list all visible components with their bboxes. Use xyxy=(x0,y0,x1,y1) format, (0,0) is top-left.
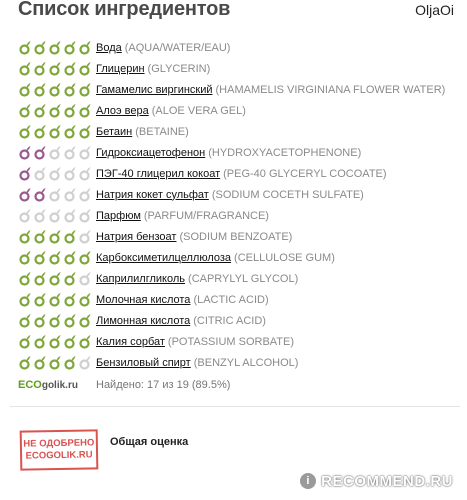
ingredient-row xyxy=(18,205,463,226)
drop-filled-icon xyxy=(63,313,76,328)
drop-filled-icon xyxy=(78,334,91,349)
drop-filled-icon xyxy=(78,61,91,76)
ingredient-text xyxy=(96,189,364,201)
divider xyxy=(10,406,460,407)
ingredient-text xyxy=(96,84,445,96)
drop-filled-icon xyxy=(33,61,46,76)
ingredient-row xyxy=(18,142,463,163)
drop-filled-icon xyxy=(48,82,61,97)
ingredient-text xyxy=(96,294,269,306)
drop-filled-icon xyxy=(48,229,61,244)
drop-filled-icon xyxy=(63,82,76,97)
ingredient-name-link[interactable]: Глицерин xyxy=(96,62,145,75)
ingredient-text xyxy=(96,336,294,348)
drop-filled-icon xyxy=(63,61,76,76)
drop-filled-icon xyxy=(48,61,61,76)
ingredient-inci: (GLYCERIN) xyxy=(147,62,211,75)
ingredient-row xyxy=(18,121,463,142)
drop-filled-icon xyxy=(48,334,61,349)
ingredient-row xyxy=(18,58,463,79)
ingredient-name-link[interactable]: Бензиловый спирт xyxy=(96,356,191,369)
safety-rating xyxy=(18,208,96,223)
ingredient-text xyxy=(96,126,189,138)
ingredient-name-link[interactable]: Карбоксиметилцеллюлоза xyxy=(96,251,232,264)
drop-filled-icon xyxy=(78,40,91,55)
drop-filled-icon xyxy=(48,250,61,265)
ingredient-name-link[interactable]: Парфюм xyxy=(96,209,141,222)
logo-golik-text: golik.ru xyxy=(41,379,78,391)
ingredient-inci: (SODIUM COCETH SULFATE) xyxy=(211,188,364,201)
safety-rating xyxy=(18,355,96,370)
ingredient-row xyxy=(18,289,463,310)
drop-filled-icon xyxy=(18,40,31,55)
drop-filled-icon xyxy=(18,355,31,370)
drop-empty-icon xyxy=(63,208,76,223)
drop-filled-icon xyxy=(78,292,91,307)
drop-filled-icon xyxy=(33,313,46,328)
drop-filled-icon xyxy=(63,229,76,244)
drop-filled-icon xyxy=(18,292,31,307)
drop-empty-icon xyxy=(78,145,91,160)
ingredient-row xyxy=(18,79,463,100)
drop-filled-icon xyxy=(33,271,46,286)
safety-rating xyxy=(18,145,96,160)
drop-empty-icon xyxy=(78,208,91,223)
overall-rating-label: Общая оценка xyxy=(110,436,189,448)
drop-filled-icon xyxy=(33,250,46,265)
drop-filled-icon xyxy=(18,250,31,265)
ingredient-text xyxy=(96,42,230,54)
drop-filled-icon xyxy=(78,124,91,139)
drop-filled-icon xyxy=(63,271,76,286)
drop-empty-icon xyxy=(48,145,61,160)
ingredient-name-link[interactable]: Натрия бензоат xyxy=(96,230,177,243)
ingredient-text xyxy=(96,168,387,180)
ingredient-row xyxy=(18,184,463,205)
ingredient-inci: (PEG-40 GLYCERYL COCOATE) xyxy=(223,167,387,180)
drop-filled-icon xyxy=(18,61,31,76)
safety-rating xyxy=(18,40,96,55)
drop-filled-icon xyxy=(63,355,76,370)
ingredient-name-link[interactable]: Алоэ вера xyxy=(96,104,149,117)
drop-filled-icon xyxy=(18,124,31,139)
ingredient-row xyxy=(18,352,463,373)
drop-filled-icon xyxy=(63,334,76,349)
ingredient-name-link[interactable]: Гамамелис виргинский xyxy=(96,83,213,96)
ingredient-inci: (ALOE VERA GEL) xyxy=(151,104,246,117)
page-title: Список ингредиентов xyxy=(18,0,231,20)
drop-filled-icon xyxy=(33,103,46,118)
ingredient-text xyxy=(96,231,292,243)
drop-filled-icon xyxy=(33,292,46,307)
ingredient-name-link[interactable]: Лимонная кислота xyxy=(96,314,191,327)
found-count: Найдено: 17 из 19 (89.5%) xyxy=(96,379,231,391)
safety-rating xyxy=(18,313,96,328)
drop-filled-icon xyxy=(33,82,46,97)
drop-filled-icon xyxy=(63,250,76,265)
drop-empty-icon xyxy=(78,271,91,286)
ingredient-name-link[interactable]: Бетаин xyxy=(96,125,133,138)
safety-rating xyxy=(18,292,96,307)
found-summary xyxy=(18,374,438,396)
ingredient-inci: (AQUA/WATER/EAU) xyxy=(124,41,231,54)
drop-filled-icon xyxy=(78,103,91,118)
username[interactable]: OljaOi xyxy=(415,2,454,18)
ingredient-row xyxy=(18,100,463,121)
ingredient-list xyxy=(18,37,463,373)
drop-empty-icon xyxy=(63,166,76,181)
stamp-line-2: ECOGOLIK.RU xyxy=(25,449,93,462)
ingredient-inci: (BENZYL ALCOHOL) xyxy=(193,356,299,369)
ingredient-text xyxy=(96,210,269,222)
drop-filled-icon xyxy=(18,271,31,286)
drop-filled-icon xyxy=(63,292,76,307)
drop-filled-icon xyxy=(18,229,31,244)
drop-empty-icon xyxy=(78,166,91,181)
drop-filled-icon xyxy=(18,187,31,202)
ingredient-text xyxy=(96,252,335,264)
drop-filled-icon xyxy=(18,313,31,328)
drop-filled-icon xyxy=(48,292,61,307)
stamp-line-1: НЕ ОДОБРЕНО xyxy=(23,437,95,450)
ingredient-inci: (CITRIC ACID) xyxy=(193,314,266,327)
drop-empty-icon xyxy=(33,166,46,181)
safety-rating xyxy=(18,250,96,265)
drop-filled-icon xyxy=(78,82,91,97)
safety-rating xyxy=(18,82,96,97)
drop-empty-icon xyxy=(48,208,61,223)
drop-filled-icon xyxy=(18,82,31,97)
drop-empty-icon xyxy=(78,187,91,202)
drop-filled-icon xyxy=(18,334,31,349)
drop-filled-icon xyxy=(48,103,61,118)
drop-empty-icon xyxy=(63,187,76,202)
safety-rating xyxy=(18,334,96,349)
header xyxy=(18,0,458,28)
ingredient-inci: (CAPRYLYL GLYCOL) xyxy=(188,272,299,285)
logo-eco-text: ECO xyxy=(18,379,42,391)
ingredient-row xyxy=(18,268,463,289)
ingredient-row xyxy=(18,37,463,58)
ingredient-row xyxy=(18,247,463,268)
safety-rating xyxy=(18,271,96,286)
ingredient-inci: (HYDROXYACETOPHENONE) xyxy=(208,146,362,159)
drop-filled-icon xyxy=(33,145,46,160)
ingredient-name-link[interactable]: Молочная кислота xyxy=(96,293,191,306)
ingredient-row xyxy=(18,310,463,331)
ingredient-name-link[interactable]: Каприлилгликоль xyxy=(96,272,186,285)
drop-filled-icon xyxy=(33,229,46,244)
recommend-logo-icon: i xyxy=(299,472,317,490)
drop-filled-icon xyxy=(78,250,91,265)
ingredient-text xyxy=(96,315,266,327)
not-approved-stamp xyxy=(20,429,99,470)
ingredient-text xyxy=(96,63,210,75)
ingredient-inci: (PARFUM/FRAGRANCE) xyxy=(143,209,269,222)
recommend-watermark xyxy=(299,472,453,490)
ingredient-name-link[interactable]: Вода xyxy=(96,41,122,54)
safety-rating xyxy=(18,187,96,202)
drop-empty-icon xyxy=(48,187,61,202)
ecogolik-logo[interactable] xyxy=(18,379,96,391)
drop-filled-icon xyxy=(63,40,76,55)
drop-filled-icon xyxy=(33,124,46,139)
drop-filled-icon xyxy=(33,187,46,202)
drop-empty-icon xyxy=(18,208,31,223)
drop-empty-icon xyxy=(78,355,91,370)
ingredient-row xyxy=(18,331,463,352)
drop-empty-icon xyxy=(63,145,76,160)
drop-filled-icon xyxy=(48,355,61,370)
ingredient-row xyxy=(18,163,463,184)
watermark-text: RECOMMEND.RU xyxy=(321,472,453,490)
drop-filled-icon xyxy=(48,40,61,55)
ingredient-name-link[interactable]: Натрия кокет сульфат xyxy=(96,188,209,201)
ingredient-inci: (POTASSIUM SORBATE) xyxy=(167,335,295,348)
ingredient-text xyxy=(96,273,298,285)
drop-empty-icon xyxy=(33,208,46,223)
safety-rating xyxy=(18,229,96,244)
ingredient-inci: (LACTIC ACID) xyxy=(193,293,269,306)
ingredient-text xyxy=(96,147,361,159)
drop-filled-icon xyxy=(33,355,46,370)
safety-rating xyxy=(18,61,96,76)
ingredient-inci: (BETAINE) xyxy=(135,125,189,138)
safety-rating xyxy=(18,124,96,139)
drop-filled-icon xyxy=(18,145,31,160)
ingredient-name-link[interactable]: ПЭГ-40 глицерил кокоат xyxy=(96,167,221,180)
ingredient-inci: (SODIUM BENZOATE) xyxy=(179,230,293,243)
ingredient-inci: (CELLULOSE GUM) xyxy=(234,251,335,264)
drop-filled-icon xyxy=(33,40,46,55)
ingredient-row xyxy=(18,226,463,247)
ingredient-text xyxy=(96,105,246,117)
ingredient-text xyxy=(96,357,298,369)
drop-filled-icon xyxy=(18,166,31,181)
drop-empty-icon xyxy=(48,166,61,181)
drop-filled-icon xyxy=(63,103,76,118)
drop-filled-icon xyxy=(63,124,76,139)
ingredient-inci: (HAMAMELIS VIRGINIANA FLOWER WATER) xyxy=(215,83,446,96)
drop-filled-icon xyxy=(48,271,61,286)
drop-filled-icon xyxy=(48,124,61,139)
drop-filled-icon xyxy=(78,313,91,328)
ingredient-name-link[interactable]: Гидроксиацетофенон xyxy=(96,146,206,159)
drop-filled-icon xyxy=(48,313,61,328)
drop-filled-icon xyxy=(18,103,31,118)
safety-rating xyxy=(18,166,96,181)
ingredient-name-link[interactable]: Калия сорбат xyxy=(96,335,165,348)
drop-filled-icon xyxy=(33,334,46,349)
safety-rating xyxy=(18,103,96,118)
drop-empty-icon xyxy=(78,229,91,244)
